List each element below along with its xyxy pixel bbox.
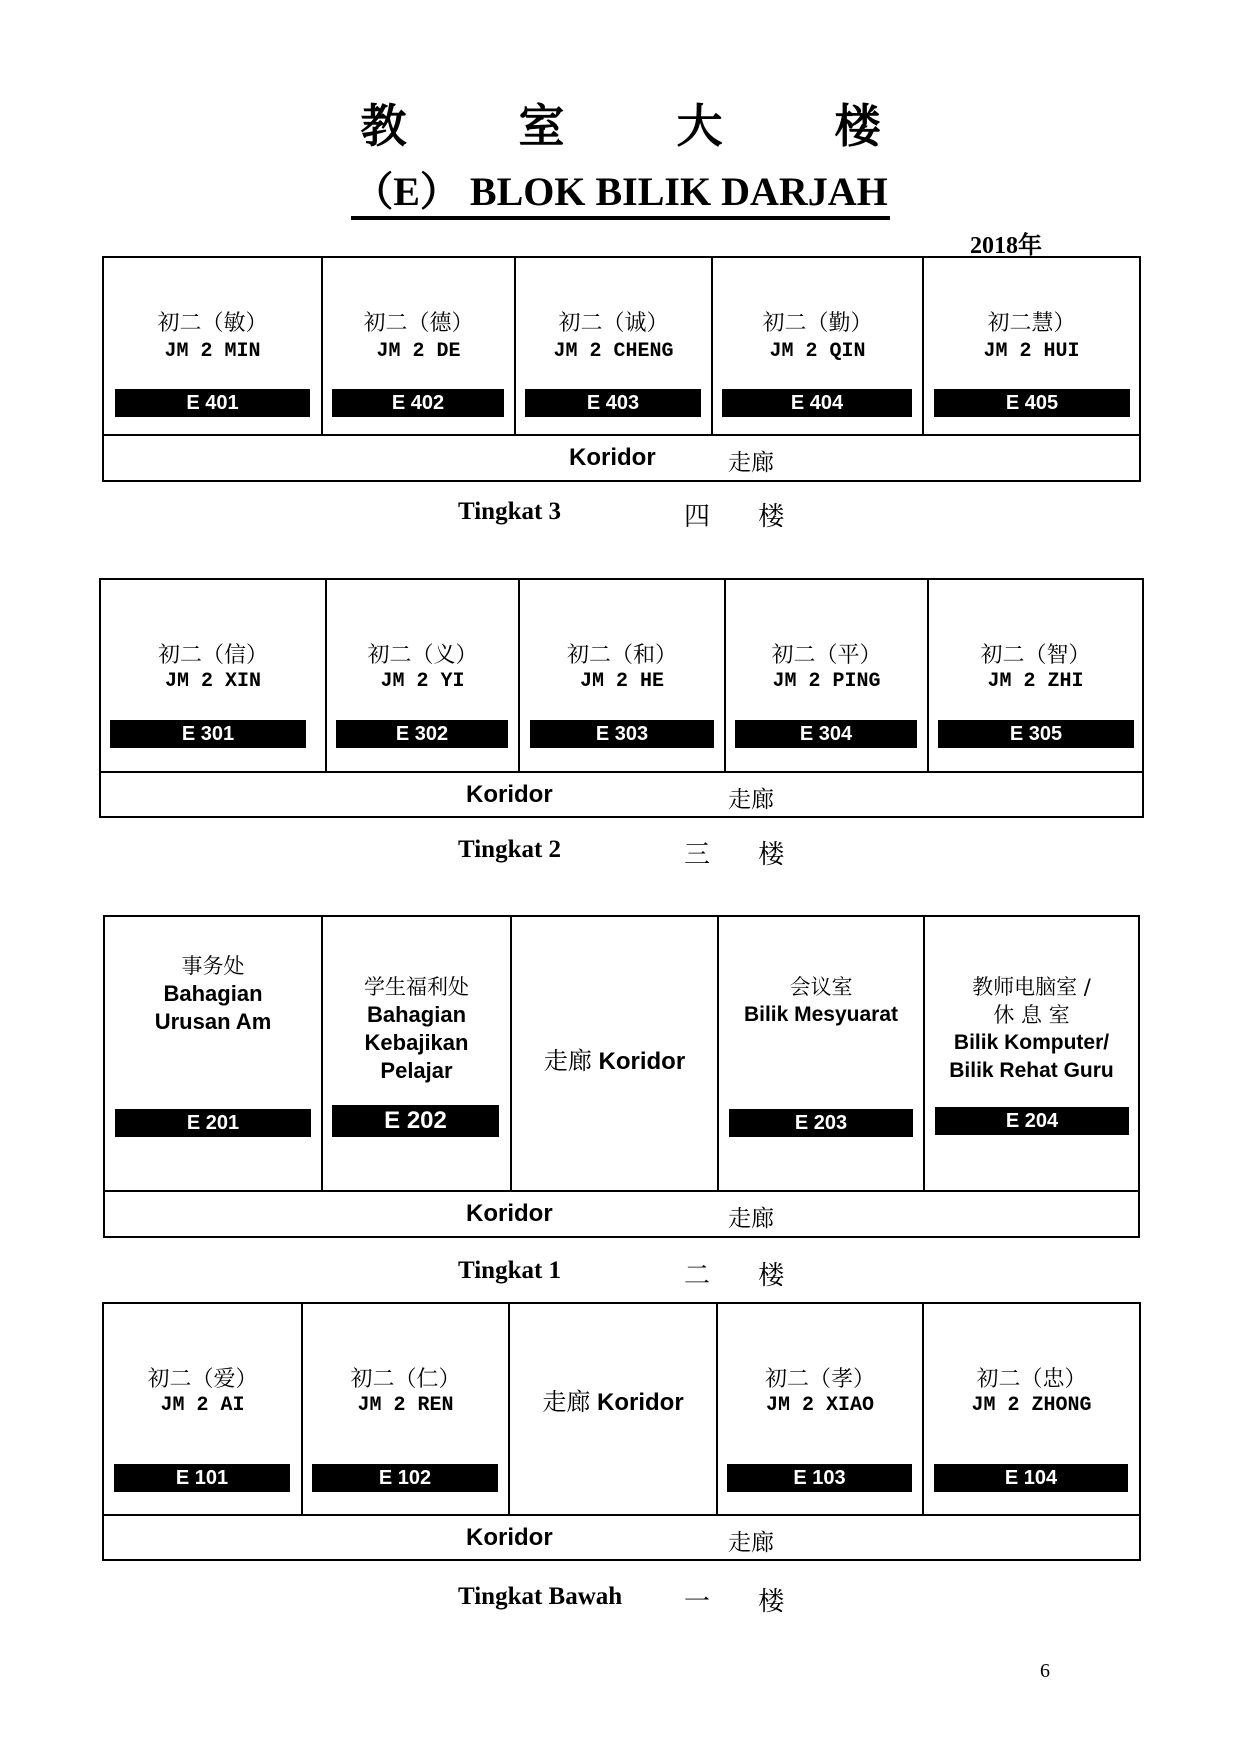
office-name-ms-line1: Bilik Komputer/ bbox=[953, 1031, 1110, 1054]
classroom-e302 bbox=[327, 580, 520, 771]
corridor-label-cn: 走廊 bbox=[728, 1206, 774, 1232]
floor-label-cn: 三 楼 bbox=[684, 840, 785, 870]
office-name-ms-line1: Bahagian bbox=[163, 981, 263, 1006]
page-title-malay-text: （E） BLOK BILIK DARJAH bbox=[351, 169, 890, 220]
corridor-row bbox=[105, 1192, 1138, 1236]
corridor-row bbox=[101, 773, 1142, 816]
class-name-en: JM 2 ZHONG bbox=[971, 1394, 1092, 1417]
room-code-badge: E 404 bbox=[722, 389, 912, 417]
class-name-en: JM 2 XIN bbox=[164, 670, 261, 693]
meeting-room-e203 bbox=[719, 917, 925, 1190]
class-name-en: JM 2 XIAO bbox=[765, 1394, 875, 1417]
class-name-en: JM 2 REN bbox=[357, 1394, 454, 1417]
floor-plan-tingkat-bawah bbox=[102, 1302, 1141, 1561]
floor-label-ms: Tingkat 1 bbox=[458, 1257, 562, 1284]
class-name-cn: 初二慧） bbox=[987, 311, 1076, 336]
class-name-cn: 初二（孝） bbox=[764, 1367, 875, 1392]
room-code-badge: E 203 bbox=[729, 1109, 913, 1137]
office-label bbox=[925, 973, 1138, 1085]
class-name-cn: 初二（爱） bbox=[147, 1367, 258, 1392]
corridor-label-cn: 走廊 bbox=[728, 787, 774, 813]
room-code-badge: E 403 bbox=[525, 389, 701, 417]
office-name-cn: 教师电脑室 / bbox=[972, 975, 1091, 999]
office-label bbox=[323, 973, 510, 1085]
room-row bbox=[101, 580, 1142, 773]
class-name-en: JM 2 MIN bbox=[164, 340, 261, 363]
classroom-e101 bbox=[104, 1304, 303, 1514]
computer-room-e204 bbox=[925, 917, 1138, 1190]
corridor-passage-cn: 走廊 bbox=[542, 1388, 591, 1416]
class-name-cn: 初二（信） bbox=[157, 643, 268, 668]
room-code-badge: E 102 bbox=[312, 1464, 498, 1492]
room-code-badge: E 103 bbox=[727, 1464, 912, 1492]
page-number: 6 bbox=[1040, 1660, 1050, 1682]
corridor-label-ms: Koridor bbox=[466, 1524, 553, 1551]
floor-plan-tingkat-1 bbox=[103, 915, 1140, 1238]
room-code-badge: E 201 bbox=[115, 1109, 311, 1137]
room-code-badge: E 202 bbox=[332, 1105, 499, 1137]
class-name-en: JM 2 ZHI bbox=[987, 670, 1084, 693]
page-title-malay bbox=[0, 166, 1241, 218]
office-label bbox=[105, 952, 321, 1036]
corridor-label-ms: Koridor bbox=[569, 444, 656, 471]
corridor-passage bbox=[510, 1304, 718, 1514]
room-code-badge: E 301 bbox=[110, 720, 306, 748]
class-name-cn: 初二（和） bbox=[566, 643, 677, 668]
floor-label-ms: Tingkat 2 bbox=[458, 836, 562, 863]
office-e202 bbox=[323, 917, 512, 1190]
floor-plan-tingkat-2 bbox=[99, 578, 1144, 818]
office-name-ms-line1: Bilik Mesyuarat bbox=[743, 1003, 899, 1026]
office-name-cn-line2: 休 息 室 bbox=[993, 1003, 1070, 1027]
corridor-label-ms: Koridor bbox=[466, 1200, 553, 1227]
class-name-cn: 初二（仁） bbox=[350, 1367, 461, 1392]
class-name-cn: 初二（忠） bbox=[976, 1367, 1087, 1392]
office-e201 bbox=[105, 917, 323, 1190]
corridor-passage-ms: Koridor bbox=[598, 1048, 686, 1075]
corridor-passage-label bbox=[510, 1382, 716, 1417]
class-name-cn: 初二（平） bbox=[771, 643, 882, 668]
office-name-ms-line1: Bahagian bbox=[366, 1002, 467, 1027]
room-code-badge: E 101 bbox=[114, 1464, 290, 1492]
page-title-chinese: 教 室 大 楼 bbox=[360, 99, 929, 153]
room-row bbox=[104, 258, 1139, 436]
corridor-passage bbox=[512, 917, 719, 1190]
class-name-en: JM 2 HUI bbox=[983, 340, 1080, 363]
office-name-ms-line2: Kebajikan bbox=[364, 1030, 469, 1055]
class-name-cn: 初二（敏） bbox=[157, 311, 268, 336]
floor-label-cn: 一 楼 bbox=[684, 1587, 785, 1617]
floor-label-ms: Tingkat Bawah bbox=[458, 1583, 623, 1610]
classroom-e303 bbox=[520, 580, 726, 771]
classroom-e104 bbox=[924, 1304, 1139, 1514]
class-name-cn: 初二（勤） bbox=[762, 311, 873, 336]
room-code-badge: E 401 bbox=[115, 389, 310, 417]
class-name-cn: 初二（智） bbox=[980, 643, 1091, 668]
class-name-en: JM 2 PING bbox=[772, 670, 881, 693]
classroom-e102 bbox=[303, 1304, 510, 1514]
classroom-e301 bbox=[101, 580, 327, 771]
room-code-badge: E 402 bbox=[332, 389, 504, 417]
floor-label-cn: 四 楼 bbox=[684, 502, 785, 532]
office-name-ms-line2: Bilik Rehat Guru bbox=[949, 1059, 1114, 1082]
classroom-e405 bbox=[924, 258, 1139, 434]
office-label bbox=[719, 973, 923, 1029]
corridor-label-cn: 走廊 bbox=[728, 1530, 774, 1556]
classroom-e401 bbox=[104, 258, 323, 434]
office-name-ms-line2: Urusan Am bbox=[154, 1009, 272, 1034]
room-row bbox=[104, 1304, 1139, 1516]
room-code-badge: E 303 bbox=[530, 720, 714, 748]
floor-label-ms: Tingkat 3 bbox=[458, 498, 562, 525]
class-name-en: JM 2 AI bbox=[160, 1394, 245, 1417]
classroom-e402 bbox=[323, 258, 516, 434]
room-code-badge: E 304 bbox=[735, 720, 917, 748]
floor-plan-tingkat-3 bbox=[102, 256, 1141, 482]
class-name-cn: 初二（义） bbox=[367, 643, 478, 668]
class-name-en: JM 2 YI bbox=[380, 670, 465, 693]
classroom-e103 bbox=[718, 1304, 924, 1514]
corridor-passage-ms: Koridor bbox=[597, 1389, 684, 1416]
office-name-cn: 会议室 bbox=[789, 975, 853, 999]
office-name-cn: 学生福利处 bbox=[364, 975, 469, 999]
class-name-cn: 初二（德） bbox=[363, 311, 474, 336]
corridor-label-cn: 走廊 bbox=[728, 450, 774, 476]
class-name-en: JM 2 CHENG bbox=[553, 340, 674, 363]
class-name-en: JM 2 QIN bbox=[769, 340, 866, 363]
class-name-cn: 初二（诚） bbox=[558, 311, 669, 336]
floor-label-cn: 二 楼 bbox=[684, 1261, 785, 1291]
classroom-e404 bbox=[713, 258, 924, 434]
class-name-en: JM 2 DE bbox=[376, 340, 461, 363]
room-code-badge: E 405 bbox=[934, 389, 1130, 417]
classroom-e305 bbox=[929, 580, 1142, 771]
office-name-ms-line3: Pelajar bbox=[380, 1058, 453, 1083]
year-label: 2018年 bbox=[970, 233, 1042, 259]
corridor-passage-label bbox=[512, 1041, 717, 1076]
room-code-badge: E 104 bbox=[934, 1464, 1128, 1492]
corridor-row bbox=[104, 1516, 1139, 1559]
corridor-passage-cn: 走廊 bbox=[543, 1047, 592, 1075]
room-code-badge: E 305 bbox=[938, 720, 1134, 748]
office-name-cn: 事务处 bbox=[181, 954, 245, 978]
room-code-badge: E 204 bbox=[935, 1107, 1129, 1135]
corridor-label-ms: Koridor bbox=[466, 781, 553, 808]
classroom-e304 bbox=[726, 580, 929, 771]
room-row bbox=[105, 917, 1138, 1192]
corridor-row bbox=[104, 436, 1139, 480]
class-name-en: JM 2 HE bbox=[579, 670, 664, 693]
classroom-e403 bbox=[516, 258, 713, 434]
room-code-badge: E 302 bbox=[336, 720, 508, 748]
